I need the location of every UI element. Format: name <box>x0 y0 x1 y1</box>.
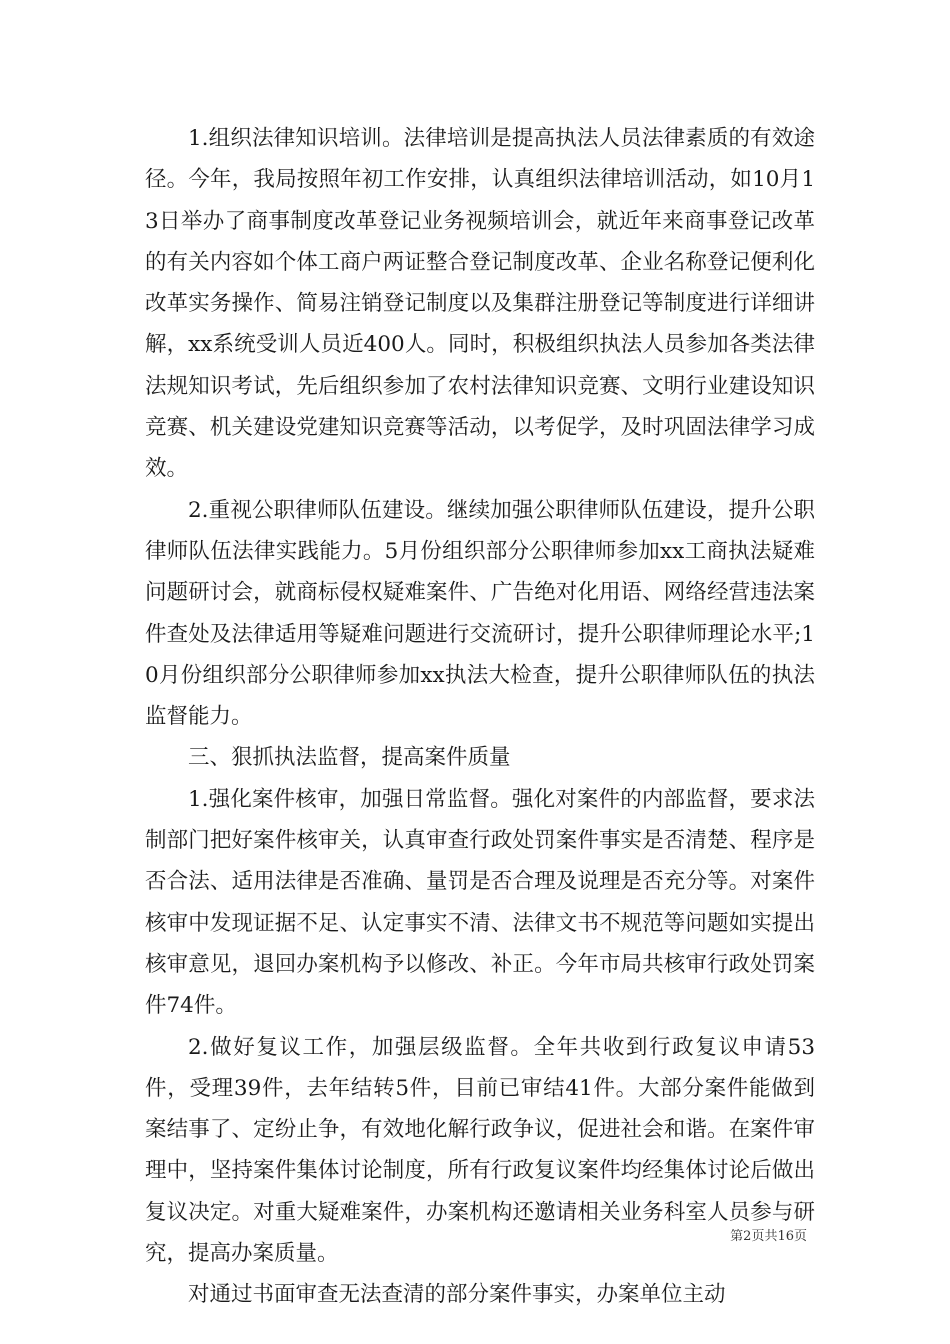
document-body <box>145 118 815 1316</box>
paragraph-legal-training: 1.组织法律知识培训。法律培训是提高执法人员法律素质的有效途径。今年，我局按照年初工作安排，认真组织法律培训活动，如10月13日举办了商事制度改革登记业务视频培训会，就近年来商事登记改革的有关内容如个体工商户两证整合登记制度改革、企业名称登记便利化改革实务操作、简易注销登记制度以及集群注册登记等制度进行详细讲解，xx系统受训人员近400人。同时，积极组织执法人员参加各类法律法规知识考试，先后组织参加了农村法律知识竞赛、文明行业建设知识竞赛、机关建设党建知识竞赛等活动，以考促学，及时巩固法律学习成效。 <box>145 126 815 482</box>
paragraph-written-review: 对通过书面审查无法查清的部分案件事实，办案单位主动 <box>188 1282 726 1308</box>
paragraph-case-review: 1.强化案件核审，加强日常监督。强化对案件的内部监督，要求法制部门把好案件核审关，认真审查行政处罚案件事实是否清楚、程序是否合法、适用法律是否准确、量罚是否合理及说理是否充分等。对案件核审中发现证据不足、认定事实不清、法律文书不规范等问题如实提出核审意见，退回办案机构予以修改、补正。今年市局共核审行政处罚案件74件。 <box>145 786 815 1019</box>
paragraph-public-lawyers: 2.重视公职律师队伍建设。继续加强公职律师队伍建设，提升公职律师队伍法律实践能力。5月份组织部分公职律师参加xx工商执法疑难问题研讨会，就商标侵权疑难案件、广告绝对化用语、网络经营违法案件查处及法律适用等疑难问题进行交流研讨，提升公职律师理论水平;10月份组织部分公职律师参加xx执法大检查，提升公职律师队伍的执法监督能力。 <box>145 497 815 730</box>
paragraph-reconsideration: 2.做好复议工作，加强层级监督。全年共收到行政复议申请53件，受理39件，去年结转5件，目前已审结41件。大部分案件能做到案结事了、定纷止争，有效地化解行政争议，促进社会和谐。在案件审理中，坚持案件集体讨论制度，所有行政复议案件均经集体讨论后做出复议决定。对重大疑难案件，办案机构还邀请相关业务科室人员参与研究，提高办案质量。 <box>145 1034 815 1267</box>
page-number-footer: 第2页共16页 <box>730 1229 807 1244</box>
section-heading-supervision: 三、狠抓执法监督，提高案件质量 <box>188 745 511 771</box>
